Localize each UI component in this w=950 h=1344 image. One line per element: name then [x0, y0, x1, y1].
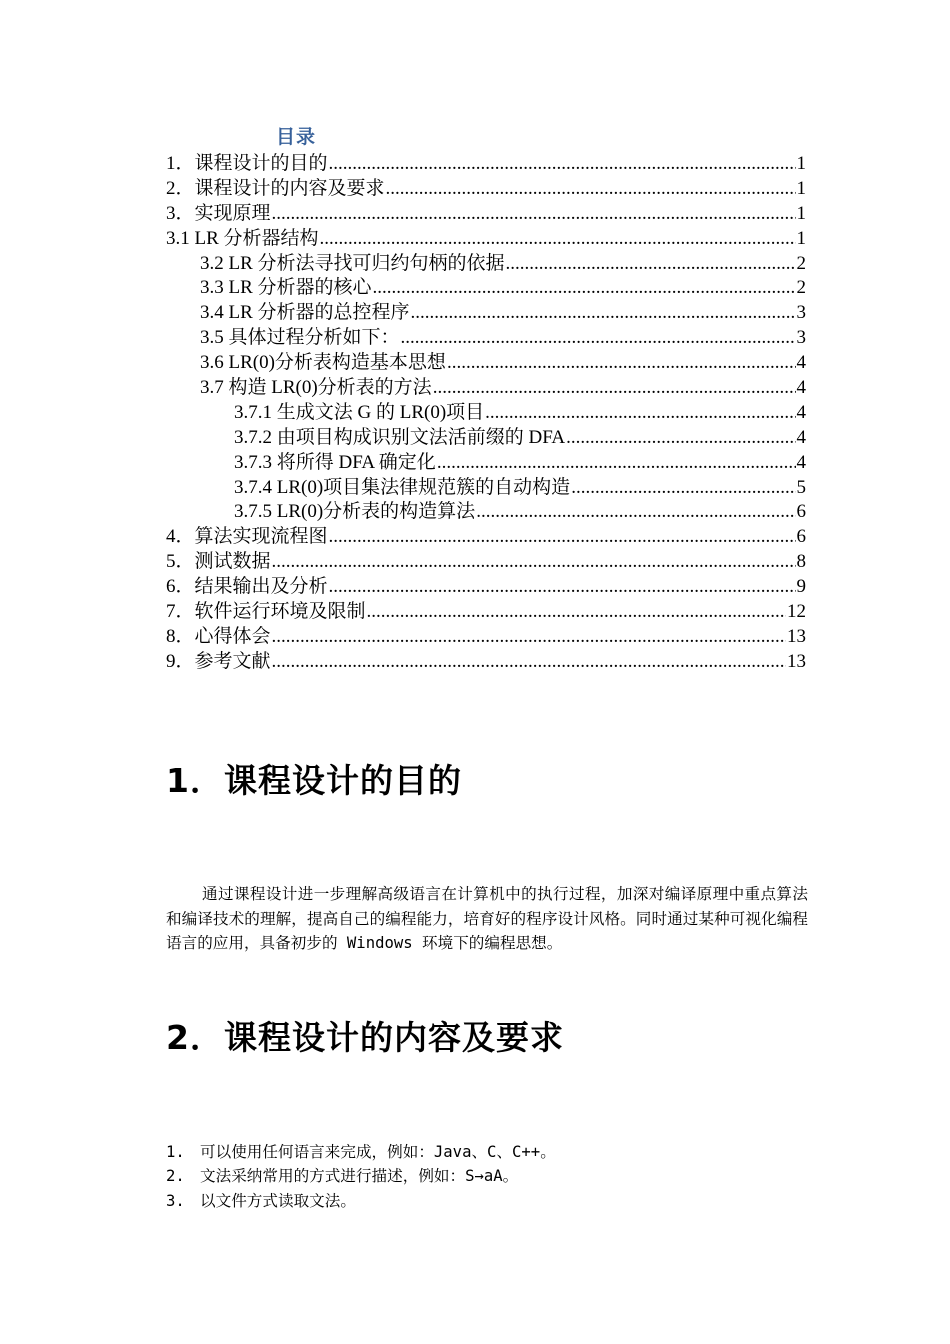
toc-entry-label: 6．结果输出及分析	[166, 576, 328, 598]
toc-entry-page: 1	[796, 227, 806, 249]
toc-leader-dots	[506, 252, 796, 277]
list-item	[166, 1189, 806, 1213]
toc-entry[interactable]	[166, 152, 806, 177]
toc-leader-dots	[571, 476, 795, 501]
toc-entry-label: 2．课程设计的内容及要求	[166, 177, 385, 199]
list-item-text: 以文件方式读取文法。	[200, 1191, 356, 1210]
toc-entry[interactable]	[166, 451, 806, 476]
toc-entry[interactable]	[166, 476, 806, 501]
toc-entry-label: 3.7.3 将所得 DFA 确定化	[234, 451, 436, 473]
toc-entry[interactable]	[166, 500, 806, 525]
toc-leader-dots	[329, 152, 796, 177]
toc-leader-dots	[485, 401, 795, 426]
purpose-paragraph: 通过课程设计进一步理解高级语言在计算机中的执行过程，加深对编译原理中重点算法和编译技术的理解，提高自己的编程能力，培育好的程序设计风格。同时通过某种可视化编程语言的应用，具备初步的 Windows 环境下的编程思想。	[166, 885, 808, 953]
toc-entry-page: 6	[796, 501, 806, 523]
toc-leader-dots	[433, 376, 796, 401]
toc-entry-label: 3.4 LR 分析器的总控程序	[200, 302, 410, 324]
toc-leader-dots	[320, 227, 796, 252]
toc-title: 目录	[276, 126, 317, 148]
toc-entry-page: 8	[796, 551, 806, 573]
toc-entry-label: 1．课程设计的目的	[166, 153, 328, 174]
toc-entry[interactable]	[166, 202, 806, 227]
toc-entry[interactable]	[166, 301, 806, 326]
toc-leader-dots	[272, 650, 786, 675]
toc-leader-dots	[411, 301, 796, 326]
toc-leader-dots	[437, 451, 796, 476]
toc-entry-page: 1	[796, 177, 806, 199]
toc-entry-page: 13	[787, 650, 806, 672]
toc-entry-page: 2	[796, 252, 806, 274]
toc-entry-page: 6	[796, 526, 806, 548]
toc-entry[interactable]	[166, 600, 806, 625]
list-item-text: 可以使用任何语言来完成，例如：Java、C、C++。	[200, 1143, 556, 1161]
toc-entry-label: 3．实现原理	[166, 202, 271, 224]
toc-leader-dots	[386, 177, 796, 202]
list-item	[166, 1140, 806, 1164]
toc-entry[interactable]	[166, 351, 806, 376]
toc-entry-page: 4	[796, 352, 806, 374]
toc-entry-page: 12	[787, 601, 806, 623]
toc-entry-label: 3.3 LR 分析器的核心	[200, 277, 372, 299]
toc-entry[interactable]	[166, 177, 806, 202]
toc-leader-dots	[401, 326, 796, 351]
table-of-contents	[166, 152, 806, 675]
toc-entry-page: 4	[796, 377, 806, 399]
toc-entry[interactable]	[166, 525, 806, 550]
list-item-text: 文法采纳常用的方式进行描述，例如：S→aA。	[200, 1167, 519, 1186]
toc-entry-page: 3	[796, 302, 806, 324]
toc-entry-label: 3.7.4 LR(0)项目集法律规范簇的自动构造	[234, 476, 571, 498]
toc-entry[interactable]	[166, 426, 806, 451]
requirements-list	[166, 1140, 806, 1213]
toc-entry-label: 3.1 LR 分析器结构	[166, 227, 319, 249]
list-item	[166, 1164, 806, 1188]
toc-entry-label: 5．测试数据	[166, 551, 271, 573]
toc-leader-dots	[329, 525, 796, 550]
toc-entry-page: 1	[796, 153, 806, 174]
toc-entry-label: 3.7.2 由项目构成识别文法活前缀的 DFA	[234, 426, 566, 448]
toc-entry-page: 9	[796, 576, 806, 598]
toc-leader-dots	[272, 625, 786, 650]
toc-leader-dots	[566, 426, 795, 451]
list-item-number: 2.	[166, 1167, 185, 1186]
toc-leader-dots	[329, 575, 796, 600]
list-item-number: 3.	[166, 1191, 185, 1210]
toc-entry-page: 2	[796, 277, 806, 299]
toc-leader-dots	[367, 600, 786, 625]
toc-entry[interactable]	[166, 252, 806, 277]
toc-leader-dots	[272, 202, 796, 227]
toc-entry-label: 9．参考文献	[166, 650, 271, 672]
toc-leader-dots	[447, 351, 796, 376]
toc-leader-dots	[373, 276, 796, 301]
toc-entry-page: 4	[796, 426, 806, 448]
toc-entry-label: 3.7.5 LR(0)分析表的构造算法	[234, 501, 476, 523]
toc-leader-dots	[476, 500, 795, 525]
toc-entry-label: 3.7.1 生成文法 G 的 LR(0)项目	[234, 401, 485, 423]
toc-entry-label: 8．心得体会	[166, 625, 271, 647]
toc-entry[interactable]	[166, 376, 806, 401]
toc-entry[interactable]	[166, 326, 806, 351]
toc-entry[interactable]	[166, 625, 806, 650]
toc-entry-label: 4．算法实现流程图	[166, 526, 328, 548]
list-item-number: 1.	[166, 1143, 185, 1161]
toc-entry-label: 3.6 LR(0)分析表构造基本思想	[200, 352, 446, 374]
toc-entry[interactable]	[166, 276, 806, 301]
toc-entry-page: 4	[796, 401, 806, 423]
toc-entry-page: 5	[796, 476, 806, 498]
toc-entry-page: 3	[796, 327, 806, 349]
toc-entry-label: 3.7 构造 LR(0)分析表的方法	[200, 377, 432, 399]
toc-entry-page: 13	[787, 625, 806, 647]
toc-entry-page: 1	[796, 202, 806, 224]
toc-entry[interactable]	[166, 550, 806, 575]
toc-entry[interactable]	[166, 227, 806, 252]
toc-entry-label: 3.2 LR 分析法寻找可归约句柄的依据	[200, 252, 505, 274]
toc-entry-page: 4	[796, 451, 806, 473]
toc-entry[interactable]	[166, 401, 806, 426]
toc-entry-label: 7．软件运行环境及限制	[166, 601, 366, 623]
toc-entry-label: 3.5 具体过程分析如下：	[200, 327, 400, 349]
toc-entry[interactable]	[166, 650, 806, 675]
toc-leader-dots	[272, 550, 796, 575]
section-heading-purpose: 1．课程设计的目的	[166, 761, 462, 800]
toc-entry[interactable]	[166, 575, 806, 600]
section-heading-requirements: 2．课程设计的内容及要求	[166, 1018, 564, 1057]
